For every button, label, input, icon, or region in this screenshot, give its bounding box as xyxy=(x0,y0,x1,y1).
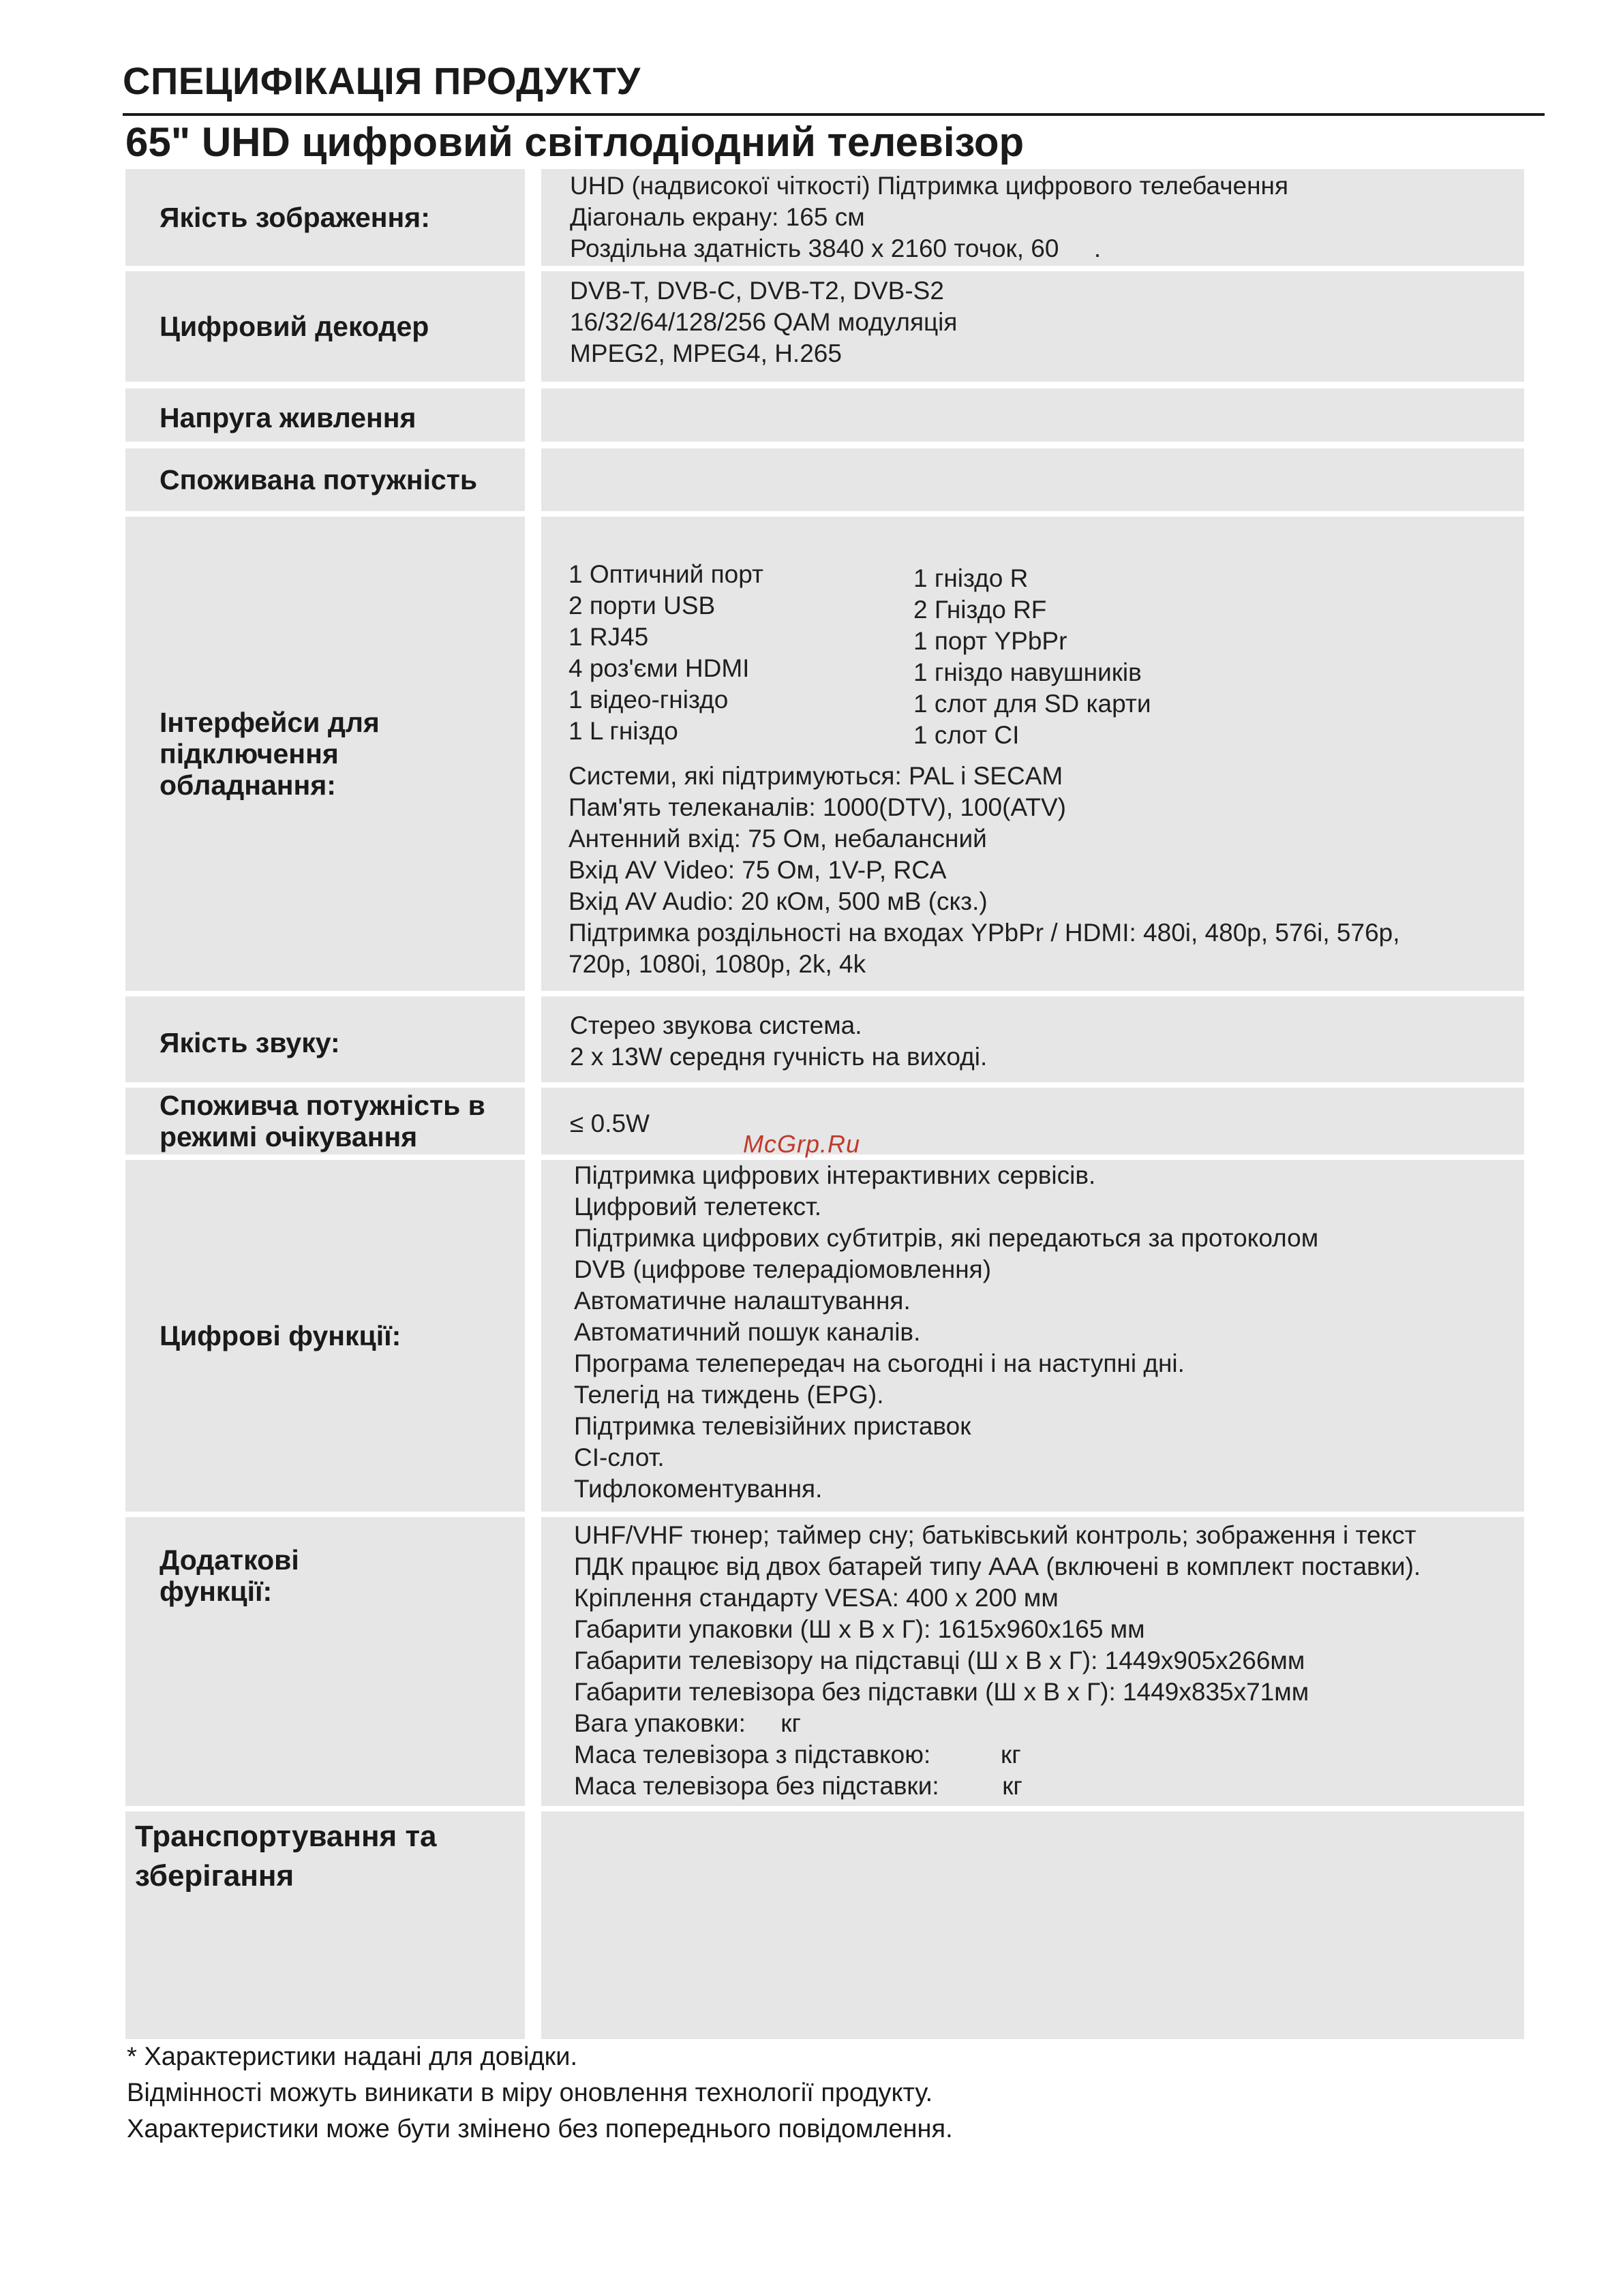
value-digital-functions xyxy=(541,1160,1524,1512)
spec-line: CI-слот. xyxy=(574,1443,665,1471)
spec-line: Антенний вхід: 75 Ом, небалансний xyxy=(568,825,987,853)
footnote: Відмінності можуть виникати в міру оновлення технології продукту. xyxy=(127,2079,933,2107)
spec-line: MPEG2, MPEG4, H.265 xyxy=(570,339,842,367)
spec-line: 2 x 13W середня гучність на виході. xyxy=(570,1043,988,1071)
label-power-consumption: Споживана потужність xyxy=(125,448,525,511)
spec-line: 1 відео-гніздо xyxy=(568,686,729,714)
spec-line: Роздільна здатність 3840 х 2160 точок, 60 . xyxy=(570,234,1102,262)
footnotes xyxy=(127,2039,953,2147)
spec-line: 2 Гніздо RF xyxy=(913,596,1047,624)
value-additional-functions xyxy=(541,1517,1524,1806)
value-sound-quality xyxy=(541,996,1524,1082)
label-digital-decoder: Цифровий декодер xyxy=(125,271,525,382)
product-title: 65" UHD цифровий світлодіодний телевізор xyxy=(125,119,1025,165)
value-interfaces xyxy=(541,517,1524,991)
spec-line: 1 слот CI xyxy=(913,721,1020,749)
spec-line: Маса телевізора з підставкою: кг xyxy=(574,1741,1021,1769)
value-transport-storage xyxy=(541,1811,1524,2039)
spec-line: Системи, які підтримуються: PAL і SECAM xyxy=(568,762,1063,790)
spec-line: Телегід на тиждень (EPG). xyxy=(574,1381,884,1409)
spec-line: 1 слот для SD карти xyxy=(913,690,1151,718)
spec-line: Цифровий телетекст. xyxy=(574,1193,822,1221)
label-transport-storage: Транспортування та зберігання xyxy=(125,1811,525,2039)
label-standby-power: Споживча потужність в режимі очікування xyxy=(125,1088,525,1154)
label-digital-functions: Цифрові функції: xyxy=(125,1160,525,1512)
spec-line: Програма телепередач на сьогодні і на наступні дні. xyxy=(574,1349,1185,1377)
spec-line: 1 гніздо навушників xyxy=(913,658,1142,686)
value-power-consumption xyxy=(541,448,1524,511)
footnote: Характеристики може бути змінено без попереднього повідомлення. xyxy=(127,2115,953,2143)
watermark: McGrp.Ru xyxy=(743,1130,861,1158)
title-divider xyxy=(123,113,1545,116)
spec-line: Пам'ять телеканалів: 1000(DTV), 100(ATV) xyxy=(568,793,1066,821)
value-power-supply xyxy=(541,388,1524,442)
spec-line: Маса телевізора без підставки: кг xyxy=(574,1772,1022,1800)
label-interfaces: Інтерфейси для підключення обладнання: xyxy=(125,517,525,991)
interfaces-extra xyxy=(568,761,1400,980)
spec-line: 1 гніздо R xyxy=(913,564,1029,592)
spec-line: Підтримка телевізійних приставок xyxy=(574,1412,971,1440)
interfaces-left-column xyxy=(568,559,763,747)
value-standby-power xyxy=(541,1088,1524,1154)
label-additional-functions: Додаткові функції: xyxy=(125,1517,525,1806)
spec-line: Габарити телевізору на підставці (Ш х В х Г): 1449x905x266мм xyxy=(574,1647,1305,1674)
spec-line: Габарити упаковки (Ш х В х Г): 1615x960x165 мм xyxy=(574,1615,1145,1643)
spec-line: Вхід AV Video: 75 Ом, 1V-P, RCA xyxy=(568,856,947,884)
spec-line: UHF/VHF тюнер; таймер сну; батьківський контроль; зображення і текст xyxy=(574,1521,1416,1549)
label-image-quality: Якість зображення: xyxy=(125,169,525,266)
label-power-supply: Напруга живлення xyxy=(125,388,525,442)
spec-line: 1 Оптичний порт xyxy=(568,560,763,588)
spec-line: Кріплення стандарту VESA: 400 x 200 мм xyxy=(574,1584,1059,1612)
label-sound-quality: Якість звуку: xyxy=(125,996,525,1082)
spec-line: Підтримка роздільності на входах YPbPr / HDMI: 480i, 480p, 576i, 576p, xyxy=(568,919,1400,947)
spec-line: Підтримка цифрових субтитрів, які передаються за протоколом xyxy=(574,1224,1319,1252)
spec-line: DVB-T, DVB-C, DVB-T2, DVB-S2 xyxy=(570,277,944,305)
spec-line: 720p, 1080i, 1080p, 2k, 4k xyxy=(568,950,866,978)
spec-line: 1 порт YPbPr xyxy=(913,627,1067,655)
spec-line: 2 порти USB xyxy=(568,592,716,619)
spec-line: Автоматичне налаштування. xyxy=(574,1287,911,1315)
footnote: * Характеристики надані для довідки. xyxy=(127,2042,578,2071)
value-digital-decoder xyxy=(541,271,1524,382)
spec-line: Стерео звукова система. xyxy=(570,1011,862,1039)
spec-line: DVB (цифрове телерадіомовлення) xyxy=(574,1255,992,1283)
spec-line: 1 RJ45 xyxy=(568,623,649,651)
spec-line: Вхід AV Audio: 20 кОм, 500 мВ (скз.) xyxy=(568,887,988,915)
spec-line: 1 L гніздо xyxy=(568,717,678,745)
spec-line: ≤ 0.5W xyxy=(570,1109,650,1137)
spec-line: Габарити телевізора без підставки (Ш х В х Г): 1449x835x71мм xyxy=(574,1678,1309,1706)
interfaces-right-column xyxy=(913,563,1151,751)
spec-line: 16/32/64/128/256 QAM модуляція xyxy=(570,308,958,336)
spec-line: Тифлокоментування. xyxy=(574,1475,823,1503)
spec-line: Підтримка цифрових інтерактивних сервісів. xyxy=(574,1161,1096,1189)
spec-line: UHD (надвисокої чіткості) Підтримка цифрового телебачення xyxy=(570,172,1289,200)
value-image-quality xyxy=(541,169,1524,266)
spec-line: Автоматичний пошук каналів. xyxy=(574,1318,921,1346)
spec-line: Діагональ екрану: 165 см xyxy=(570,203,865,231)
spec-line: 4 роз'єми HDMI xyxy=(568,654,750,682)
spec-line: Вага упаковки: кг xyxy=(574,1709,801,1737)
section-title: СПЕЦИФІКАЦІЯ ПРОДУКТУ xyxy=(123,59,641,102)
spec-line: ПДК працює від двох батарей типу ААА (включені в комплект поставки). xyxy=(574,1552,1421,1580)
